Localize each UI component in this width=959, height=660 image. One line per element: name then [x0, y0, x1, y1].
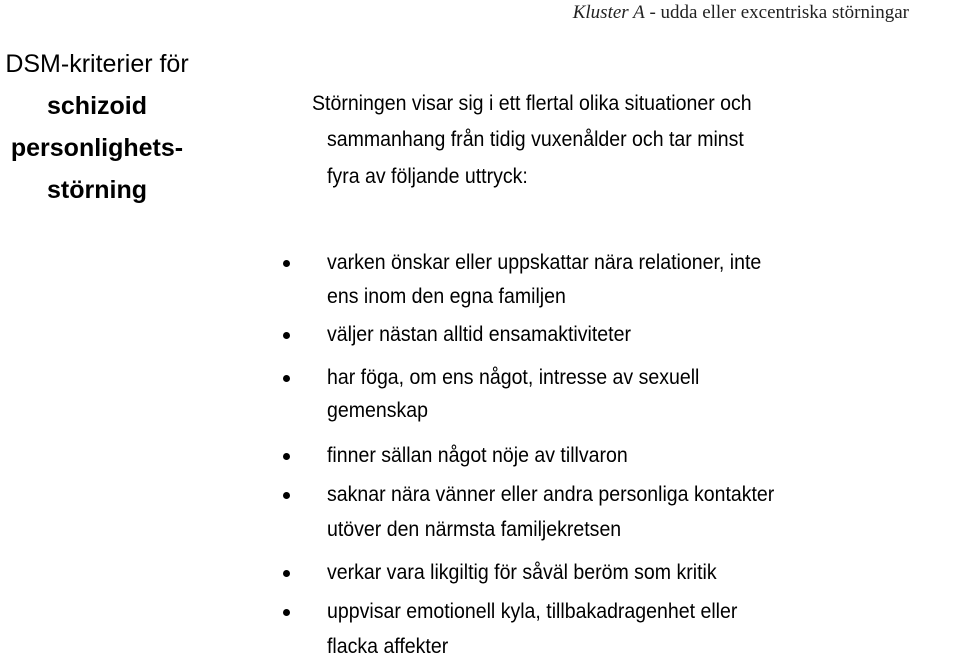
cluster-header	[573, 3, 909, 22]
criterion-text: varken önskar eller uppskattar nära relationer, inte	[327, 251, 762, 274]
intro-line: fyra av följande uttryck:	[327, 165, 528, 188]
criterion-text: gemenskap	[327, 399, 428, 422]
criterion-text: finner sällan något nöje av tillvaron	[327, 444, 628, 467]
bullet-icon	[283, 375, 290, 382]
intro-line: sammanhang från tidig vuxenålder och tar minst	[327, 128, 744, 151]
criterion-text: har föga, om ens något, intresse av sexuell	[327, 366, 700, 389]
criterion-text: verkar vara likgiltig för såväl beröm som kritik	[327, 561, 717, 584]
heading-line: personlighets-	[10, 134, 184, 162]
bullet-icon	[283, 260, 290, 267]
criterion-text: utöver den närmsta familjekretsen	[327, 518, 622, 541]
bullet-icon	[283, 570, 290, 577]
heading-line: DSM-kriterier för	[5, 50, 189, 78]
heading-line: schizoid	[46, 92, 147, 120]
criterion-text: ens inom den egna familjen	[327, 285, 566, 308]
intro-line: Störningen visar sig i ett flertal olika situationer och	[312, 92, 752, 115]
cluster-name: Kluster A	[572, 2, 645, 23]
criterion-text: uppvisar emotionell kyla, tillbakadragenhet eller	[327, 600, 738, 623]
bullet-icon	[283, 492, 290, 499]
cluster-subtitle: - udda eller excentriska störningar	[644, 2, 909, 23]
bullet-icon	[283, 453, 290, 460]
criterion-text: saknar nära vänner eller andra personliga kontakter	[327, 483, 775, 506]
bullet-icon	[283, 332, 290, 339]
heading-line: störning	[47, 176, 147, 204]
bullet-icon	[283, 609, 290, 616]
criterion-text: flacka affekter	[327, 635, 449, 658]
criterion-text: väljer nästan alltid ensamaktiviteter	[327, 323, 631, 346]
